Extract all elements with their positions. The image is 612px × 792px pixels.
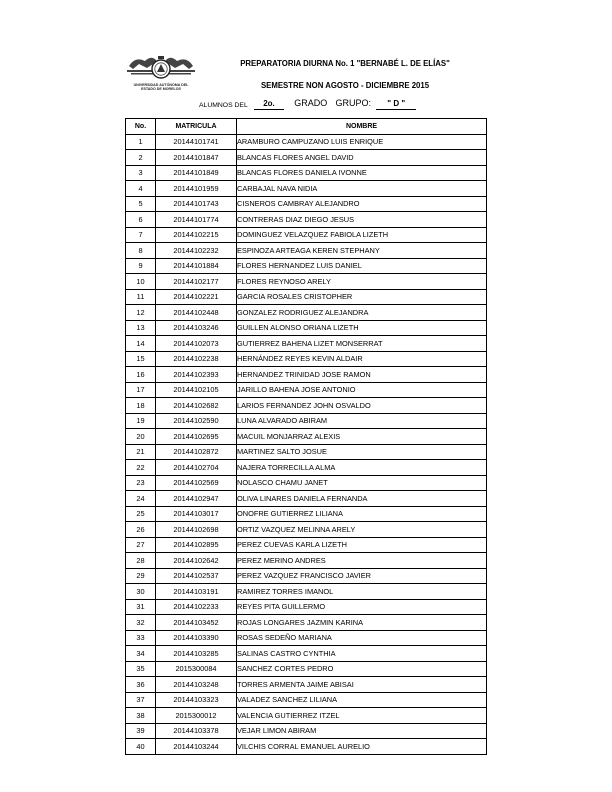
row-number: 8 [126, 243, 156, 259]
group-info [199, 98, 416, 110]
matricula-cell: 20144103285 [156, 646, 237, 662]
table-row [126, 522, 487, 538]
row-number: 6 [126, 212, 156, 228]
row-number: 21 [126, 444, 156, 460]
nombre-cell: ROJAS LONGARES JAZMIN KARINA [237, 615, 487, 631]
nombre-cell: RAMIREZ TORRES IMANOL [237, 584, 487, 600]
matricula-cell: 20144102105 [156, 382, 237, 398]
table-row [126, 289, 487, 305]
matricula-cell: 20144102947 [156, 491, 237, 507]
nombre-cell: BLANCAS FLORES ANGEL DAVID [237, 150, 487, 166]
table-row [126, 708, 487, 724]
column-header-no: No. [126, 119, 156, 135]
matricula-cell: 20144101741 [156, 134, 237, 150]
table-row [126, 305, 487, 321]
row-number: 38 [126, 708, 156, 724]
matricula-cell: 20144102215 [156, 227, 237, 243]
nombre-cell: LUNA ALVARADO ABIRAM [237, 413, 487, 429]
table-row [126, 181, 487, 197]
row-number: 15 [126, 351, 156, 367]
matricula-cell: 20144102448 [156, 305, 237, 321]
row-number: 37 [126, 692, 156, 708]
matricula-cell: 20144102590 [156, 413, 237, 429]
table-row [126, 460, 487, 476]
matricula-cell: 20144102177 [156, 274, 237, 290]
nombre-cell: OLIVA LINARES DANIELA FERNANDA [237, 491, 487, 507]
nombre-cell: HERNÁNDEZ REYES KEVIN ALDAIR [237, 351, 487, 367]
row-number: 35 [126, 661, 156, 677]
nombre-cell: DOMINGUEZ VELAZQUEZ FABIOLA LIZETH [237, 227, 487, 243]
row-number: 3 [126, 165, 156, 181]
grado-value: 2o. [254, 99, 284, 110]
nombre-cell: VEJAR LIMON ABIRAM [237, 723, 487, 739]
matricula-cell: 20144102221 [156, 289, 237, 305]
matricula-cell: 20144103246 [156, 320, 237, 336]
row-number: 34 [126, 646, 156, 662]
table-row [126, 630, 487, 646]
matricula-cell: 20144102233 [156, 599, 237, 615]
nombre-cell: MACUIL MONJARRAZ ALEXIS [237, 429, 487, 445]
nombre-cell: FLORES REYNOSO ARELY [237, 274, 487, 290]
table-row [126, 646, 487, 662]
nombre-cell: SALINAS CASTRO CYNTHIA [237, 646, 487, 662]
row-number: 9 [126, 258, 156, 274]
grupo-label: GRUPO: [335, 98, 371, 108]
nombre-cell: TORRES ARMENTA JAIME ABISAI [237, 677, 487, 693]
row-number: 7 [126, 227, 156, 243]
table-row [126, 506, 487, 522]
table-row [126, 739, 487, 755]
matricula-cell: 20144102238 [156, 351, 237, 367]
table-row [126, 537, 487, 553]
matricula-cell: 20144101884 [156, 258, 237, 274]
table-row [126, 258, 487, 274]
university-logo [125, 52, 197, 100]
table-header-row [126, 119, 487, 135]
school-title: PREPARATORIA DIURNA No. 1 "BERNABÉ L. DE ELÍAS" [240, 59, 450, 68]
row-number: 12 [126, 305, 156, 321]
matricula-cell: 20144103452 [156, 615, 237, 631]
row-number: 4 [126, 181, 156, 197]
nombre-cell: FLORES HERNANDEZ LUIS DANIEL [237, 258, 487, 274]
column-header-matricula: MATRICULA [156, 119, 237, 135]
table-row [126, 165, 487, 181]
matricula-cell: 20144101743 [156, 196, 237, 212]
row-number: 29 [126, 568, 156, 584]
table-row [126, 367, 487, 383]
grado-label: GRADO [294, 98, 328, 108]
row-number: 10 [126, 274, 156, 290]
matricula-cell: 20144103323 [156, 692, 237, 708]
nombre-cell: ROSAS SEDEÑO MARIANA [237, 630, 487, 646]
nombre-cell: PEREZ VAZQUEZ FRANCISCO JAVIER [237, 568, 487, 584]
matricula-cell: 20144102232 [156, 243, 237, 259]
matricula-cell: 20144103017 [156, 506, 237, 522]
matricula-cell: 20144103191 [156, 584, 237, 600]
matricula-cell: 20144102695 [156, 429, 237, 445]
nombre-cell: CONTRERAS DIAZ DIEGO JESUS [237, 212, 487, 228]
table-row [126, 429, 487, 445]
table-row [126, 491, 487, 507]
row-number: 5 [126, 196, 156, 212]
table-row [126, 475, 487, 491]
row-number: 24 [126, 491, 156, 507]
matricula-cell: 20144103244 [156, 739, 237, 755]
nombre-cell: ARAMBURO CAMPUZANO LUIS ENRIQUE [237, 134, 487, 150]
matricula-cell: 20144102682 [156, 398, 237, 414]
table-row [126, 599, 487, 615]
matricula-cell: 20144103248 [156, 677, 237, 693]
nombre-cell: LARIOS FERNANDEZ JOHN OSVALDO [237, 398, 487, 414]
matricula-cell: 20144102569 [156, 475, 237, 491]
row-number: 26 [126, 522, 156, 538]
table-row [126, 661, 487, 677]
nombre-cell: JARILLO BAHENA JOSE ANTONIO [237, 382, 487, 398]
matricula-cell: 20144101847 [156, 150, 237, 166]
nombre-cell: GONZALEZ RODRIGUEZ ALEJANDRA [237, 305, 487, 321]
row-number: 32 [126, 615, 156, 631]
table-row [126, 584, 487, 600]
row-number: 27 [126, 537, 156, 553]
table-row [126, 212, 487, 228]
logo-line-2: ESTADO DE MORELOS [141, 87, 181, 92]
table-row [126, 723, 487, 739]
matricula-cell: 20144102704 [156, 460, 237, 476]
matricula-cell: 2015300012 [156, 708, 237, 724]
matricula-cell: 20144101959 [156, 181, 237, 197]
nombre-cell: VALENCIA GUTIERREZ ITZEL [237, 708, 487, 724]
nombre-cell: NAJERA TORRECILLA ALMA [237, 460, 487, 476]
logo-caption [125, 83, 197, 91]
nombre-cell: GUILLEN ALONSO ORIANA LIZETH [237, 320, 487, 336]
row-number: 22 [126, 460, 156, 476]
row-number: 33 [126, 630, 156, 646]
matricula-cell: 20144102537 [156, 568, 237, 584]
table-row [126, 336, 487, 352]
nombre-cell: CARBAJAL NAVA NIDIA [237, 181, 487, 197]
table-row [126, 692, 487, 708]
table-row [126, 615, 487, 631]
row-number: 28 [126, 553, 156, 569]
table-row [126, 320, 487, 336]
row-number: 39 [126, 723, 156, 739]
university-seal-icon [125, 52, 197, 84]
nombre-cell: GUTIERREZ BAHENA LIZET MONSERRAT [237, 336, 487, 352]
table-row [126, 382, 487, 398]
nombre-cell: ONOFRE GUTIERREZ LILIANA [237, 506, 487, 522]
table-row [126, 413, 487, 429]
matricula-cell: 20144101774 [156, 212, 237, 228]
column-header-nombre: NOMBRE [237, 119, 487, 135]
row-number: 2 [126, 150, 156, 166]
matricula-cell: 20144102872 [156, 444, 237, 460]
nombre-cell: BLANCAS FLORES DANIELA IVONNE [237, 165, 487, 181]
nombre-cell: REYES PITA GUILLERMO [237, 599, 487, 615]
semester-title: SEMESTRE NON AGOSTO - DICIEMBRE 2015 [260, 81, 430, 90]
row-number: 23 [126, 475, 156, 491]
row-number: 30 [126, 584, 156, 600]
table-row [126, 444, 487, 460]
nombre-cell: VALADEZ SANCHEZ LILIANA [237, 692, 487, 708]
table-row [126, 150, 487, 166]
logo-line-1: UNIVERSIDAD AUTÓNOMA DEL [133, 83, 189, 87]
row-number: 31 [126, 599, 156, 615]
row-number: 16 [126, 367, 156, 383]
nombre-cell: NOLASCO CHAMU JANET [237, 475, 487, 491]
nombre-cell: ESPINOZA ARTEAGA KEREN STEPHANY [237, 243, 487, 259]
matricula-cell: 20144101849 [156, 165, 237, 181]
nombre-cell: PEREZ MERINO ANDRES [237, 553, 487, 569]
matricula-cell: 20144103378 [156, 723, 237, 739]
student-roster-table [125, 118, 487, 755]
table-row [126, 677, 487, 693]
table-row [126, 134, 487, 150]
table-row [126, 398, 487, 414]
table-row [126, 351, 487, 367]
table-row [126, 553, 487, 569]
grupo-value: " D " [376, 99, 416, 110]
nombre-cell: CISNEROS CAMBRAY ALEJANDRO [237, 196, 487, 212]
row-number: 13 [126, 320, 156, 336]
nombre-cell: HERNANDEZ TRINIDAD JOSE RAMON [237, 367, 487, 383]
matricula-cell: 20144103390 [156, 630, 237, 646]
table-row [126, 274, 487, 290]
nombre-cell: SANCHEZ CORTES PEDRO [237, 661, 487, 677]
table-row [126, 227, 487, 243]
table-row [126, 243, 487, 259]
row-number: 36 [126, 677, 156, 693]
alumnos-label: ALUMNOS DEL [199, 102, 248, 109]
row-number: 19 [126, 413, 156, 429]
row-number: 17 [126, 382, 156, 398]
row-number: 1 [126, 134, 156, 150]
nombre-cell: MARTINEZ SALTO JOSUE [237, 444, 487, 460]
row-number: 18 [126, 398, 156, 414]
row-number: 14 [126, 336, 156, 352]
row-number: 25 [126, 506, 156, 522]
matricula-cell: 2015300084 [156, 661, 237, 677]
matricula-cell: 20144102393 [156, 367, 237, 383]
row-number: 20 [126, 429, 156, 445]
row-number: 11 [126, 289, 156, 305]
matricula-cell: 20144102642 [156, 553, 237, 569]
row-number: 40 [126, 739, 156, 755]
nombre-cell: GARCIA ROSALES CRISTOPHER [237, 289, 487, 305]
nombre-cell: ORTIZ VAZQUEZ MELINNA ARELY [237, 522, 487, 538]
matricula-cell: 20144102073 [156, 336, 237, 352]
matricula-cell: 20144102895 [156, 537, 237, 553]
table-row [126, 196, 487, 212]
nombre-cell: PEREZ CUEVAS KARLA LIZETH [237, 537, 487, 553]
nombre-cell: VILCHIS CORRAL EMANUEL AURELIO [237, 739, 487, 755]
table-row [126, 568, 487, 584]
matricula-cell: 20144102698 [156, 522, 237, 538]
